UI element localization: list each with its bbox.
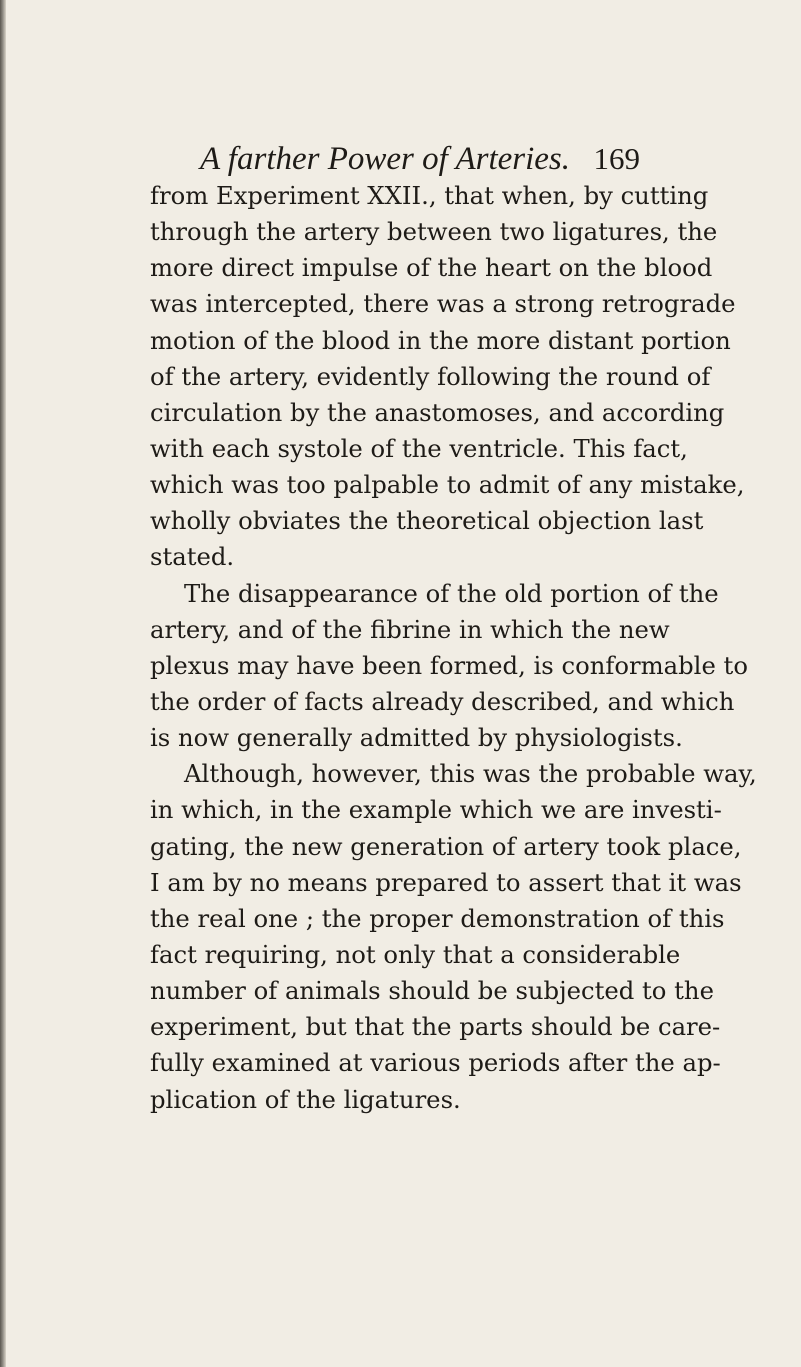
text-line: number of animals should be subjected to the xyxy=(150,976,714,1006)
text-line: the real one ; the proper demonstration of this xyxy=(150,903,725,933)
text-line: motion of the blood in the more distant portion xyxy=(150,325,731,355)
running-title: A farther Power of Arteries. xyxy=(200,141,571,177)
text-line-paragraph-end: is now generally admitted by physiologists. xyxy=(150,723,683,753)
text-line: through the artery between two ligatures, the xyxy=(150,217,718,247)
text-line-paragraph-end: plication of the ligatures. xyxy=(150,1084,461,1114)
text-line: I am by no means prepared to assert that it was xyxy=(150,867,742,897)
text-line: the order of facts already described, and which xyxy=(150,686,735,716)
page-number: 169 xyxy=(593,141,640,176)
text-line: was intercepted, there was a strong retrograde xyxy=(150,289,736,319)
text-line: experiment, but that the parts should be care- xyxy=(150,1012,721,1042)
text-line: which was too palpable to admit of any mistake, xyxy=(150,470,745,500)
text-line: circulation by the anastomoses, and according xyxy=(150,397,725,427)
text-line: of the artery, evidently following the round of xyxy=(150,361,711,391)
page-edge xyxy=(0,0,6,1367)
text-line-paragraph-start: Although, however, this was the probable way, xyxy=(184,759,757,789)
text-line-paragraph-end: stated. xyxy=(150,542,235,572)
text-line: plexus may have been formed, is conformable to xyxy=(150,650,748,680)
body-text xyxy=(150,178,757,1118)
text-line-paragraph-start: The disappearance of the old portion of the xyxy=(184,578,719,608)
text-line: with each systole of the ventricle. This fact, xyxy=(150,433,688,463)
text-line: artery, and of the fibrine in which the new xyxy=(150,614,670,644)
text-line: wholly obviates the theoretical objection last xyxy=(150,506,704,536)
text-line: in which, in the example which we are investi- xyxy=(150,795,722,825)
text-line: fully examined at various periods after the ap- xyxy=(150,1048,721,1078)
text-line: more direct impulse of the heart on the blood xyxy=(150,253,713,283)
running-header xyxy=(200,138,640,180)
text-line: from Experiment XXII., that when, by cutting xyxy=(150,181,709,210)
text-line: fact requiring, not only that a considerable xyxy=(150,939,681,969)
text-line: gating, the new generation of artery took place, xyxy=(150,831,742,861)
